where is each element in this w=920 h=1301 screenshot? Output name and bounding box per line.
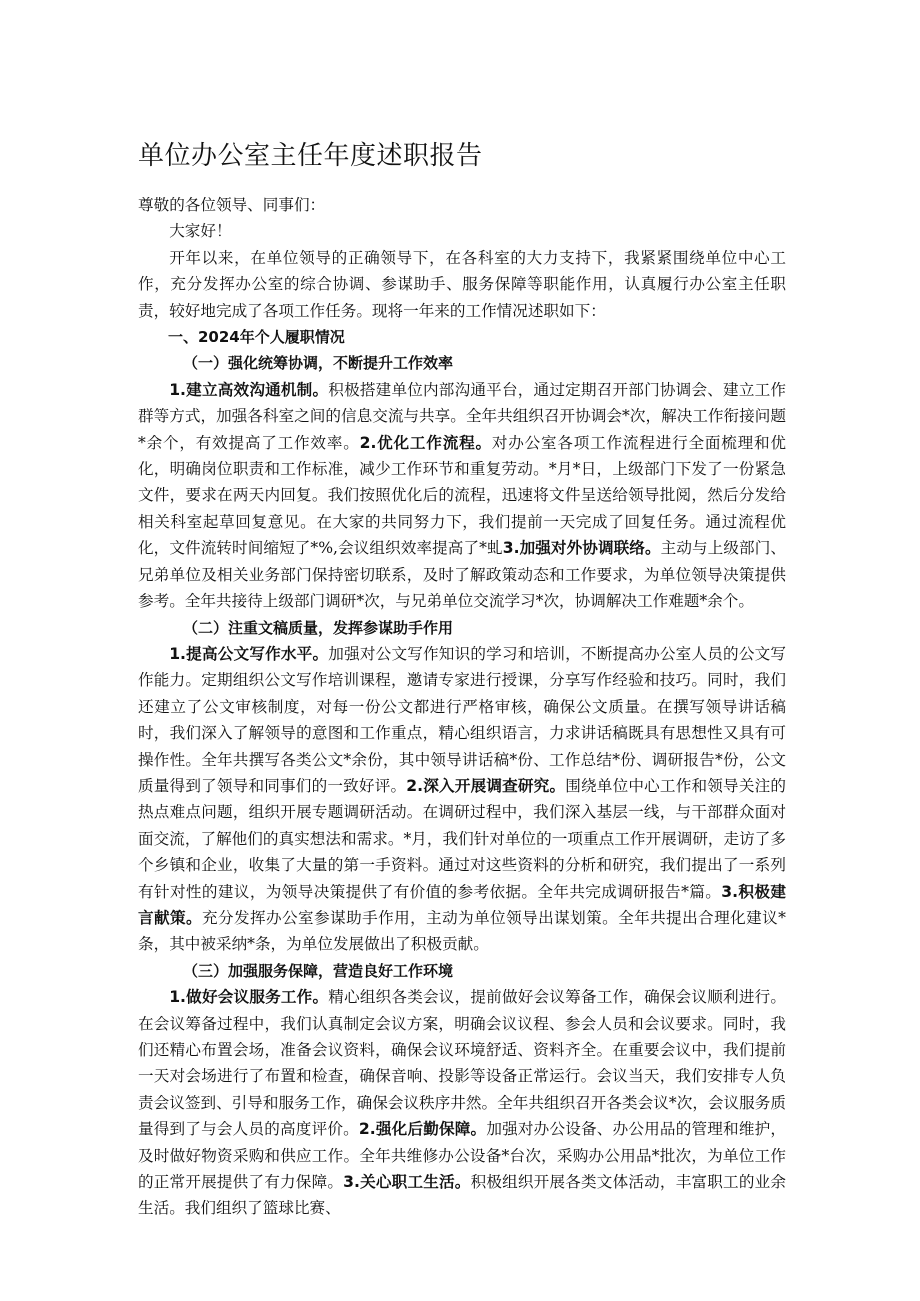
salutation: 尊敬的各位领导、同事们： [138,196,326,214]
item-text: 充分发挥办公室参谋助手作用，主动为单位领导出谋划策。全年共提出合理化建议*条，其中被采纳*条，为单位发展做出了积极贡献。 [138,908,786,954]
item-text: 对办公室各项工作流程进行全面梳理和优化，明确岗位职责和工作标准，减少工作环节和重复劳动。*月*日，上级部门下发了一份紧急文件，要求在两天内回复。我们按照优化后的流程，迅速将文件呈送给领导批阅，然后分发给相关科室起草回复意见。在大家的共同努力下，我们提前一天完成了回复任务。通过流程优化，文件流转时间缩短了*%,会议组织效率提高了*虬 [138,433,786,558]
item-title: 1.提高公文写作水平。 [169,644,329,663]
subsection-heading-1: （一）强化统筹协调，不断提升工作效率 [183,354,454,373]
item-text: 主动与上级部门、兄弟单位及相关业务部门保持密切联系，及时了解政策动态和工作要求，为单位领导决策提供参考。全年共接待上级部门调研*次，与兄弟单位交流学习*次，协调解决工作难题*余个。 [138,539,786,611]
item-title: 3.积极建言献策。 [138,882,786,927]
greeting: 大家好！ [169,222,232,241]
subsection-3-paragraph [138,984,786,1222]
intro-paragraph: 开年以来，在单位领导的正确领导下，在各科室的大力支持下，我紧紧围绕单位中心工作，充分发挥办公室的综合协调、参谋助手、服务保障等职能作用，认真履行办公室主任职责，较好地完成了各项工作任务。现将一年来的工作情况述职如下： [138,248,786,320]
item-text: 加强对公文写作知识的学习和培训，不断提高办公室人员的公文写作能力。定期组织公文写作培训课程，邀请专家进行授课，分享写作经验和技巧。同时，我们还建立了公文审核制度，对每一份公文都进行严格审核，确保公文质量。在撰写领导讲话稿时，我们深入了解领导的意图和工作重点，精心组织语言，力求讲话稿既具有思想性又具有可操作性。全年共撰写各类公文*余份，其中领导讲话稿*份、工作总结*份、调研报告*份，公文质量得到了领导和同事们的一致好评。 [138,644,786,795]
item-text: 积极搭建单位内部沟通平台，通过定期召开部门协调会、建立工作群等方式，加强各科室之间的信息交流与共享。全年共组织召开协调会*次，解决工作衔接问题*余个，有效提高了工作效率。 [138,380,786,452]
item-title: 2.深入开展调查研究。 [406,776,566,795]
item-title: 3.关心职工生活。 [343,1173,471,1192]
subsection-heading-2: （二）注重文稿质量，发挥参谋助手作用 [183,618,454,637]
document-title: 单位办公室主任年度述职报告 [138,141,483,171]
item-title: 1.做好会议服务工作。 [169,988,329,1007]
item-text: 精心组织各类会议，提前做好会议筹备工作，确保会议顺利进行。在会议筹备过程中，我们认真制定会议方案，明确会议议程、参会人员和会议要求。同时，我们还精心布置会场，准备会议资料，确保会议环境舒适、资料齐全。在重要会议中，我们提前一天对会场进行了布置和检查，确保音响、投影等设备正常运行。会议当天，我们安排专人负责会议签到、引导和服务工作，确保会议秩序井然。全年共组织召开各类会议*次，会议服务质量得到了与会人员的高度评价。 [138,988,786,1139]
subsection-1-paragraph [138,377,786,615]
section-heading: 一、2024年个人履职情况 [168,328,345,347]
subsection-2-paragraph [138,641,786,958]
item-title: 3.加强对外协调联络。 [502,539,661,558]
item-title: 2.优化工作流程。 [359,433,492,452]
document-page [138,138,786,1222]
item-text: 围绕单位中心工作和领导关注的热点难点问题，组织开展专题调研活动。在调研过程中，我们深入基层一线，与干部群众面对面交流，了解他们的真实想法和需求。*月，我们针对单位的一项重点工作开展调研，走访了多个乡镇和企业，收集了大量的第一手资料。通过对这些资料的分析和研究，我们提出了一系列有针对性的建议，为领导决策提供了有价值的参考依据。全年共完成调研报告*篇。 [138,776,786,901]
item-text: 积极组织开展各类文体活动，丰富职工的业余生活。我们组织了篮球比赛、 [138,1173,786,1218]
item-text: 加强对办公设备、办公用品的管理和维护，及时做好物资采购和供应工作。全年共维修办公设备*台次，采购办公用品*批次，为单位工作的正常开展提供了有力保障。 [138,1120,786,1192]
item-title: 2.强化后勤保障。 [358,1120,487,1139]
subsection-heading-3: （三）加强服务保障，营造良好工作环境 [183,961,454,980]
item-title: 1.建立高效沟通机制。 [169,380,329,399]
